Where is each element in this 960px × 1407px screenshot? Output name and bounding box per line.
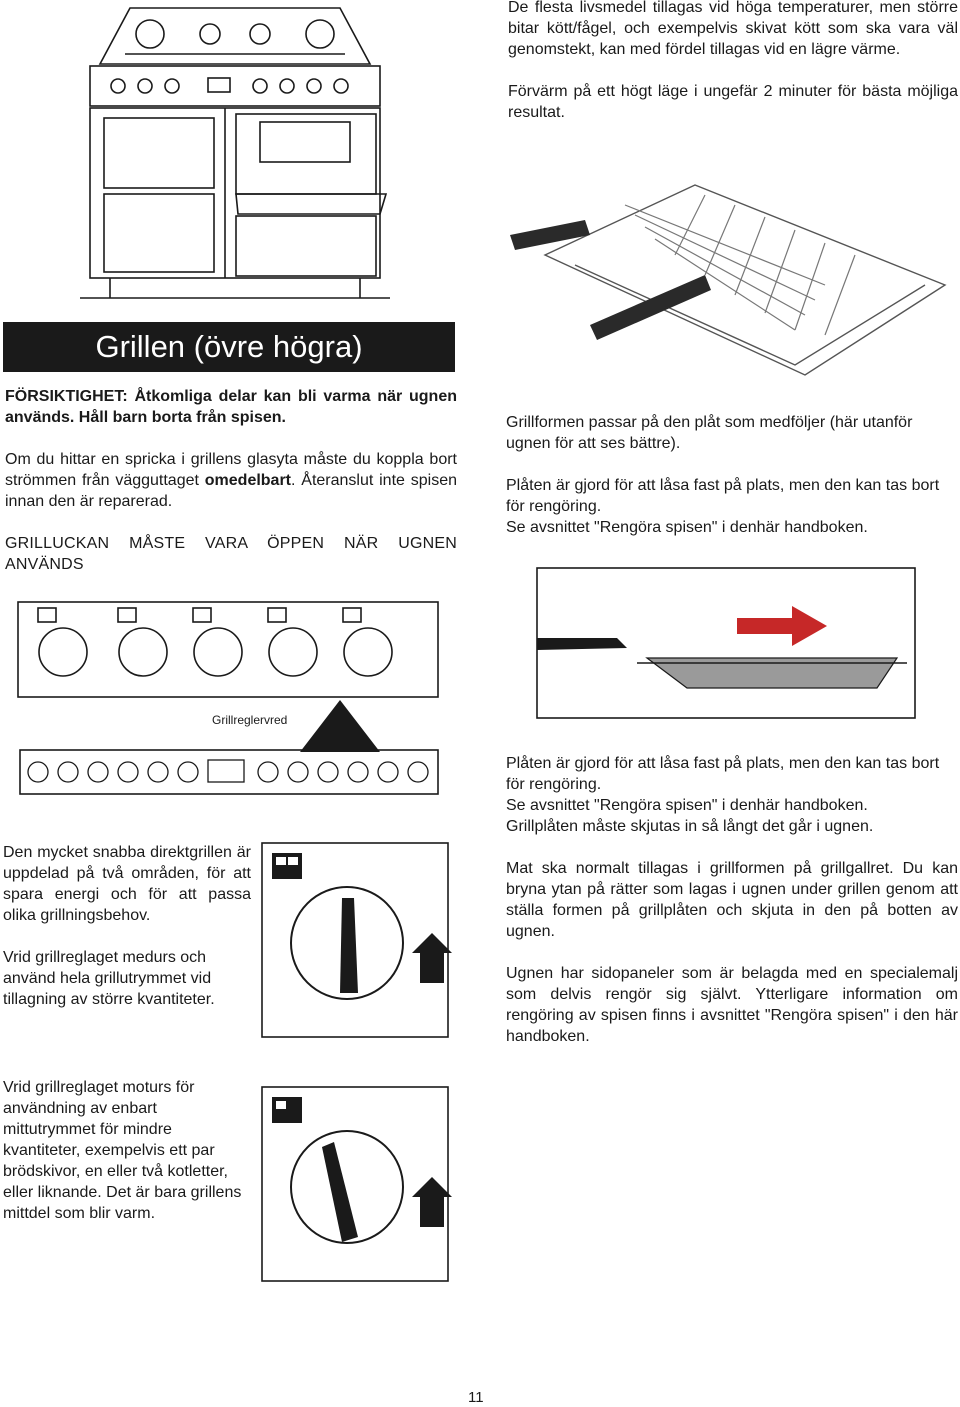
clockwise-paragraph: Vrid grillreglaget medurs och använd hela grillutrymmet vid tillagning av större kvantiteter. <box>3 949 215 1008</box>
pan-fits-paragraph: Grillformen passar på den plåt som medföljer (här utanför ugnen för att ses bättre). <box>506 414 913 452</box>
door-open-note: GRILLUCKAN MÅSTE VARA ÖPPEN NÄR UGNEN ANVÄNDS <box>5 535 457 573</box>
see-cleaning-line-2: Se avsnittet "Rengöra spisen" i denhär handboken. <box>506 797 868 814</box>
pan-slide-illustration <box>537 568 917 720</box>
push-plate-line: Grillplåten måste skjutas in så långt det går i ugnen. <box>506 818 874 835</box>
section-heading: Grillen (övre högra) <box>3 322 455 372</box>
preheat-paragraph: Förvärm på ett högt läge i ungefär 2 minuter för bästa möjliga resultat. <box>508 83 958 121</box>
grill-dial-counterclockwise-illustration <box>262 1087 452 1283</box>
control-caption: Grillreglervred <box>212 713 288 727</box>
grill-dial-clockwise-illustration <box>262 843 452 1039</box>
crack-warning: Om du hittar en spricka i grillens glasyta måste du koppla bort strömmen från vägguttaget omedelbart. Återanslut inte spisen innan den är reparerad. <box>5 451 457 510</box>
control-panel-illustration <box>18 602 443 797</box>
range-cooker-illustration <box>70 4 400 304</box>
plate-removable-line: Plåten är gjord för att låsa fast på plats, men den kan tas bort för rengöring. <box>506 477 940 515</box>
counterclockwise-paragraph: Vrid grillreglaget moturs för användning av enbart mittutrymmet för mindre kvantiteter, exempelvis ett par brödskivor, en eller två kotletter, eller liknande. Det är bara grillens mittdel som blir varm. <box>3 1079 242 1222</box>
page-number: 11 <box>468 1389 484 1406</box>
intro-paragraph: De flesta livsmedel tillagas vid höga temperaturer, men större bitar kött/fågel, och exempelvis skivat kött som ska vara väl genomstekt, kan med fördel tillagas vid en lägre värme. <box>508 0 958 58</box>
plate-lock-line: Plåten är gjord för att låsa fast på plats, men den kan tas bort för rengöring. <box>506 755 940 793</box>
grill-pan-photo <box>505 175 950 400</box>
caution-text: FÖRSIKTIGHET: Åtkomliga delar kan bli varma när ugnen används. Håll barn borta från spisen. <box>5 388 457 426</box>
see-cleaning-line: Se avsnittet "Rengöra spisen" i denhär handboken. <box>506 519 868 536</box>
cooking-paragraph: Mat ska normalt tillagas i grillformen på grillgallret. Du kan bryna ytan på rätter som lagas i ugnen under grillen genom att ställa formen på grillplåten och skjuta in den på botten av ugnen. <box>506 860 958 940</box>
direct-grill-paragraph: Den mycket snabba direktgrillen är uppdelad på två områden, för att spara energi och för att passa olika grillningsbehov. <box>3 844 251 924</box>
side-panels-paragraph: Ugnen har sidopaneler som är belagda med en specialemalj som delvis rengör sig självt. Ytterligare information om rengöring av spisen finns i avsnittet "Rengöra spisen" i den här handboken. <box>506 965 958 1045</box>
